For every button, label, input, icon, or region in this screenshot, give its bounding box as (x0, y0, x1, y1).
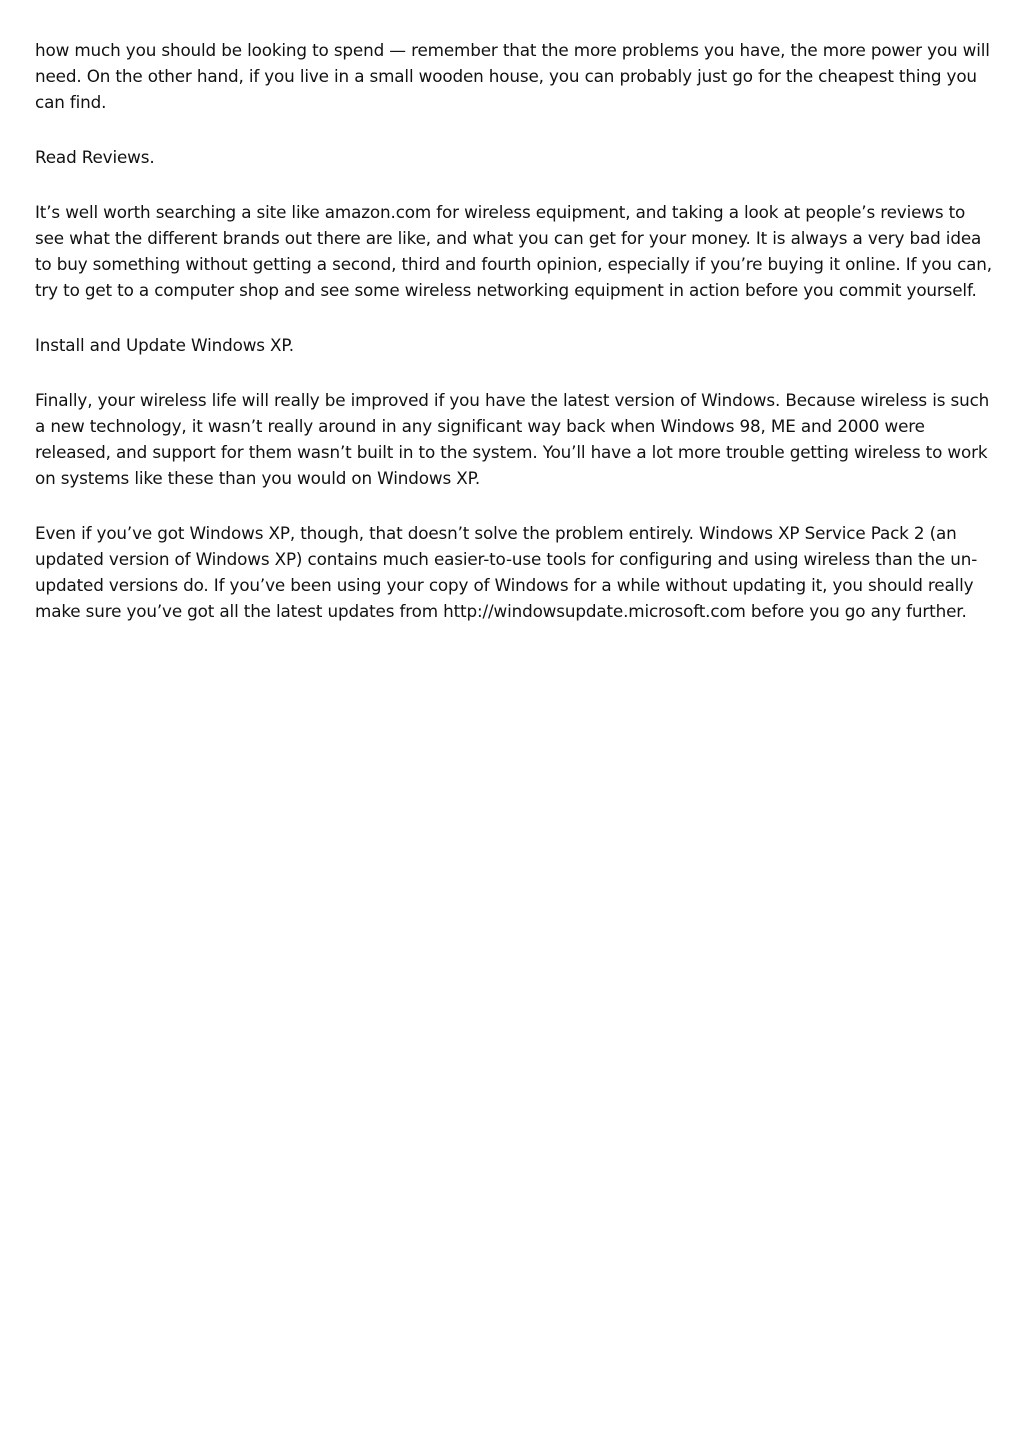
paragraph-reviews: It’s well worth searching a site like amazon.com for wireless equipment, and taking a look at people’s reviews to see what the different brands out there are like, and what you can get for your money. It is always a very bad idea to buy something without getting a second, third and fourth opinion, especially if you’re buying it online. If you can, try to get to a computer shop and see some wireless networking equipment in action before you commit yourself. (35, 202, 992, 300)
paragraph-windows-version: Finally, your wireless life will really be improved if you have the latest version of Windows. Because wireless is such a new technology, it wasn’t really around in any significant way back when Windows 98, ME and 2000 were released, and support for them wasn’t built in to the system. You’ll have a lot more trouble getting wireless to work on systems like these than you would on Windows XP. (35, 390, 990, 488)
heading-read-reviews: Read Reviews. (35, 147, 155, 167)
document-page (35, 37, 993, 653)
heading-install-update: Install and Update Windows XP. (35, 335, 294, 355)
paragraph-service-pack: Even if you’ve got Windows XP, though, that doesn’t solve the problem entirely. Windows XP Service Pack 2 (an updated version of Windows XP) contains much easier-to-use tools for configuring and using wireless than the un-updated versions do. If you’ve been using your copy of Windows for a while without updating it, you should really make sure you’ve got all the latest updates from http://windowsupdate.microsoft.com before you go any further. (35, 523, 978, 621)
paragraph-intro: how much you should be looking to spend — remember that the more problems you have, the more power you will need. On the other hand, if you live in a small wooden house, you can probably just go for the cheapest thing you can find. (35, 40, 990, 112)
